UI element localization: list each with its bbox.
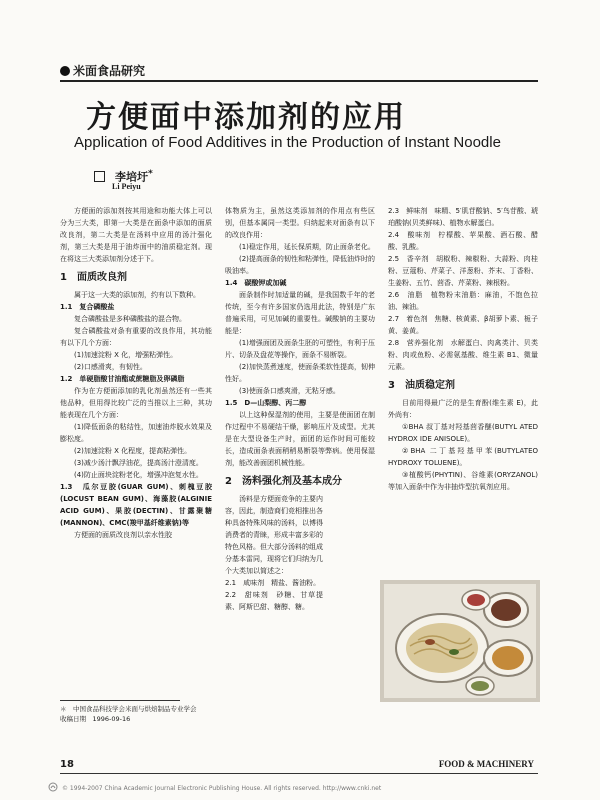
page-number: 18: [60, 759, 74, 770]
list-item: (2)提高面条的韧性和粘弹性，降低油炸时的吸油率。: [225, 255, 375, 275]
author-name-english: Li Peiyu: [112, 182, 141, 191]
paragraph: 作为在方便面添加的乳化剂虽然还有一些其他品种，但用得比较广泛的当推以上三种，其功能表现在几个方面：: [60, 387, 212, 419]
list-item: 2.8 营养强化剂 水解蛋白、肉禽类汁、贝类粉、肉或鱼粉、必需氨基酸、维生素 B1、微量元素。: [388, 339, 538, 371]
paragraph: 体物质为主，虽然这类添加剂的作用点有些区别，但基本属同一类型。归纳起来对面条有以下的改良作用：: [225, 207, 375, 239]
subsection-heading: 1.4 碳酸钾或加碱: [225, 279, 287, 287]
list-item: (3)使面条口感爽滑，无粘牙感。: [239, 387, 340, 395]
subsection-heading: 1.3 瓜尔豆胶(GUAR GUM)、刺槐豆胶(LOCUST BEAN GUM)、海藻胶(ALGINIE ACID GUM)、果胶(DECTIN)、甘露聚糖(MANNON)、CMC(羧甲基纤维素钠)等: [60, 483, 212, 527]
list-item: (1)增强面团及面条生胚的可塑性，有利于压片、切条及盘花等操作，面条不易断裂。: [225, 339, 375, 359]
cnki-logo-icon: [48, 782, 58, 792]
copyright-line: [48, 782, 381, 792]
list-item: ①BHA 叔丁基对羟基茴香醚(BUTYL ATED HYDROX IDE ANISOLE)。: [388, 423, 538, 443]
square-box-icon: [94, 171, 105, 182]
subsection-heading: 1.1 复合磷酸盐: [60, 303, 115, 311]
article-title: 方便面中添加剂的应用: [86, 100, 406, 135]
section-heading: 3 油质稳定剂: [388, 380, 455, 391]
list-item: (1)加速淀粉 X 化，增强粘弹性。: [74, 351, 178, 359]
list-item: (2)加速淀粉 X 化程度，提高粘弹性。: [74, 447, 192, 455]
paragraph: 面条制作时加适量的碱，是我国数千年的老传统，至今有许多国家仍选用此法，特别是广东普遍采用，可见加碱的重要性。碱酸钠的主要功能是：: [225, 291, 375, 335]
footnote: [60, 704, 210, 724]
paragraph: 目前用得最广泛的是生育酚(维生素 E)，此外尚有：: [388, 399, 538, 419]
footnote-received: 收稿日期 1996-09-16: [60, 715, 131, 723]
copyright-text: © 1994-2007 China Academic Journal Electronic Publishing House. All rights reserved. http://www.cnki.net: [62, 785, 382, 792]
author-mark: *: [148, 168, 153, 179]
noodle-dishes-photo: [380, 580, 540, 702]
intro-paragraph: 方便面的添加剂按其用途和功能大体上可以分为三大类，即第一大类是在面条中添加的面质改良剂，第二大类是在汤料中应用的汤汁强化剂，第三大类是用于油炸面中的油质稳定剂。现在将这三大类添加剂分述于下。: [60, 207, 212, 263]
paragraph: 复合磷酸盐对条有重要的改良作用，其功能有以下几个方面：: [60, 327, 212, 347]
list-item: (4)防止面块淀粉老化，增强冲泡复水性。: [74, 471, 203, 479]
list-item: 2.2 甜味剂 砂糖、甘草提素、阿斯巴甜、糖醇、糖。: [225, 591, 323, 611]
journal-name: FOOD & MACHINERY: [438, 759, 534, 769]
paragraph: 属于这一大类的添加剂，约有以下数种。: [74, 291, 200, 299]
column-1: [60, 205, 212, 541]
footnote-affiliation: ＊ 中国食品科技学会米面与烘焙制品专业学会: [60, 705, 197, 713]
list-item: (2)加快蒸煮速度，使面条柔软性提高，韧伸性好。: [225, 363, 375, 383]
list-item: 2.6 油脂 植物粉末油脂：麻油，不饱色拉油、辣油。: [388, 291, 538, 311]
column-3: [388, 205, 538, 493]
section-tag: [60, 62, 145, 79]
footer-rule: [60, 773, 538, 774]
author-name: 李培圩: [115, 170, 148, 184]
list-item: 2.1 咸味剂 精盐、酱油粉。: [225, 579, 321, 587]
list-item: 2.5 香辛剂 胡椒粉、辣椒粉、大蒜粉、肉桂粉、豆蔻粉、芹菜子、洋葱粉、芥末、丁香粉、生姜粉、五竹、茴香、芹菜粉、辣根粉。: [388, 255, 538, 287]
header-rule: [60, 80, 538, 82]
subsection-heading: 1.5 D—山梨醇、丙二醇: [225, 399, 307, 407]
list-item: 2.3 鲜味剂 味精、5′肌苷酸钠、5′鸟苷酸、琥珀酸钠(贝类鲜味)、植物水解蛋白。: [388, 207, 538, 227]
paragraph: 方便面的面质改良剂以亲水性胶: [74, 531, 172, 539]
paragraph: 以上这种保湿剂的使用，主要是使面团在制作过程中不易硬结干燥，影响压片及成型。尤其是在大型设备生产时，面团的运作时间可能较长，造成面条表面稍稍易断裂等弊病。使用保湿剂，能改善面团机械性能。: [225, 411, 375, 467]
list-item: ③植酸钙(PHYTIN)、谷维素(ORYZANOL)等加入面条中作为非抽炸型抗氧剂应用。: [388, 471, 538, 491]
bullet-dot-icon: [60, 66, 70, 76]
list-item: (1)稳定作用，延长保质期，防止面条老化。: [239, 243, 375, 251]
section-heading: 2 汤料强化剂及基本成分: [225, 476, 342, 487]
list-item: (3)减少汤汁飘浮油花，提高汤汁澄清度。: [74, 459, 203, 467]
column-2: [225, 205, 375, 613]
section-tag-label: 米面食品研究: [73, 64, 146, 78]
footnote-rule: [60, 700, 180, 701]
paragraph: 汤料是方便面竞争的主要内容，因此，制造商们竞相推出各种具备特殊风味的汤料，以博得消费者的青睐，形成丰富多彩的特色风格。但大部分汤料的组成分基本雷同，现将它们归纳为几个大类加以简述之：: [225, 495, 323, 575]
list-item: 2.4 酸味剂 柠檬酸、苹果酸、酒石酸、醋酸、乳酸。: [388, 231, 538, 251]
article-title-english: Application of Food Additives in the Production of Instant Noodle: [74, 134, 501, 151]
paragraph: 复合磷酸盐是多种磷酸盐的混合物。: [74, 315, 186, 323]
list-item: (1)降低面条的粘结性，加速油炸脱水效果及膨松度。: [60, 423, 212, 443]
list-item: ②BHA 二丁基羟基甲苯(BUTYLATEO HYDROXY TOLUENE)。: [388, 447, 538, 467]
list-item: 2.7 着色剂 焦糖、核黄素、β胡萝卜素、栀子黄、姜黄。: [388, 315, 538, 335]
subsection-heading: 1.2 单硬脂酸甘油酯或蔗糖脂及卵磷脂: [60, 375, 185, 383]
list-item: (2)口感滑爽，有韧性。: [74, 363, 147, 371]
section-heading: 1 面质改良剂: [60, 272, 127, 283]
